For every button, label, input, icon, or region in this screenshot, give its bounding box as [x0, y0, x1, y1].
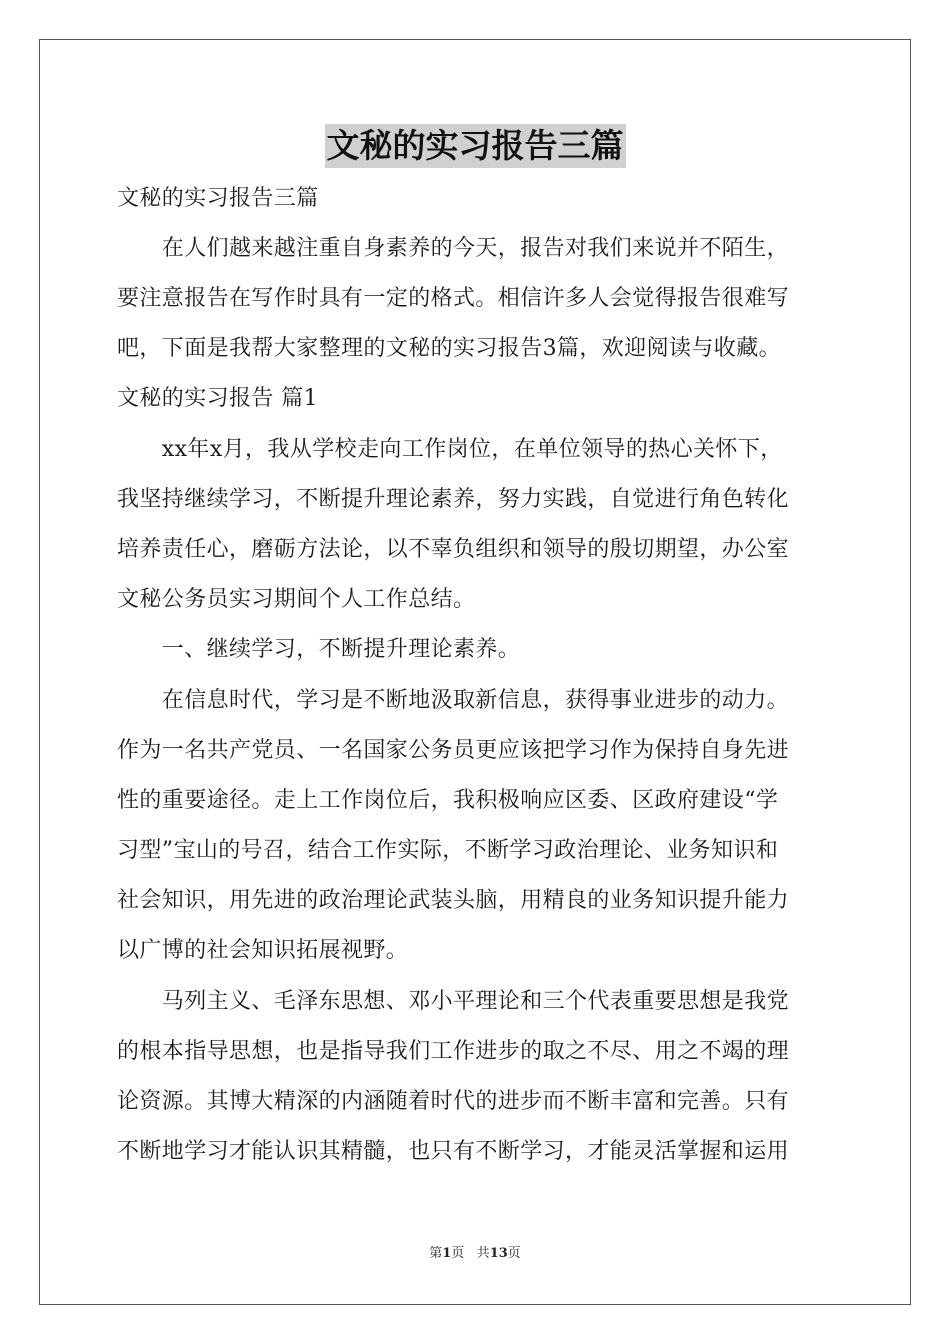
text-line: 马列主义、毛泽东思想、邓小平理论和三个代表重要思想是我党 — [117, 989, 790, 1014]
text-line: 论资源。其博大精深的内涵随着时代的进步而不断丰富和完善。只有 — [117, 1089, 790, 1114]
footer-total-pages: 13 — [489, 1246, 508, 1261]
text-line: 社会知识，用先进的政治理论武装头脑，用精良的业务知识提升能力 — [117, 888, 790, 913]
text-line: 性的重要途径。走上工作岗位后，我积极响应区委、区政府建设“学 — [117, 788, 779, 813]
text-line: 一、继续学习，不断提升理论素养。 — [117, 637, 521, 662]
text-line: xx年x月，我从学校走向工作岗位，在单位领导的热心关怀下， — [117, 437, 783, 462]
footer-page-number: 1 — [442, 1246, 452, 1261]
text-line: 习型”宝山的号召，结合工作实际，不断学习政治理论、业务知识和 — [117, 838, 779, 863]
footer-page-prefix: 第 — [429, 1246, 443, 1261]
document-title: 文秘的实习报告三篇 — [325, 124, 626, 168]
page-border — [39, 39, 911, 1305]
title-container — [0, 124, 950, 168]
text-line: 文秘的实习报告三篇 — [117, 186, 319, 211]
text-line: 的根本指导思想，也是指导我们工作进步的取之不尽、用之不竭的理 — [117, 1039, 790, 1064]
text-line: 不断地学习才能认识其精髓，也只有不断学习，才能灵活掌握和运用 — [117, 1139, 790, 1164]
footer-total-prefix: 共 — [476, 1246, 490, 1261]
text-line: 在人们越来越注重自身素养的今天，报告对我们来说并不陌生， — [117, 236, 790, 261]
text-line: 要注意报告在写作时具有一定的格式。相信许多人会觉得报告很难写 — [117, 286, 790, 311]
text-line: 在信息时代，学习是不断地汲取新信息，获得事业进步的动力。 — [117, 688, 790, 713]
text-line: 我坚持继续学习，不断提升理论素养，努力实践，自觉进行角色转化 — [117, 487, 790, 512]
text-line: 以广博的社会知识拓展视野。 — [117, 938, 409, 963]
text-line: 文秘的实习报告 篇1 — [117, 386, 318, 411]
page-footer — [0, 1246, 950, 1262]
footer-page-suffix: 页 — [451, 1246, 465, 1261]
text-line: 文秘公务员实习期间个人工作总结。 — [117, 587, 476, 612]
text-line: 作为一名共产党员、一名国家公务员更应该把学习作为保持自身先进 — [117, 738, 790, 763]
footer-total-suffix: 页 — [507, 1246, 521, 1261]
text-line: 培养责任心，磨砺方法论，以不辜负组织和领导的殷切期望，办公室 — [117, 537, 790, 562]
text-line: 吧，下面是我帮大家整理的文秘的实习报告3篇，欢迎阅读与收藏。 — [117, 336, 781, 361]
